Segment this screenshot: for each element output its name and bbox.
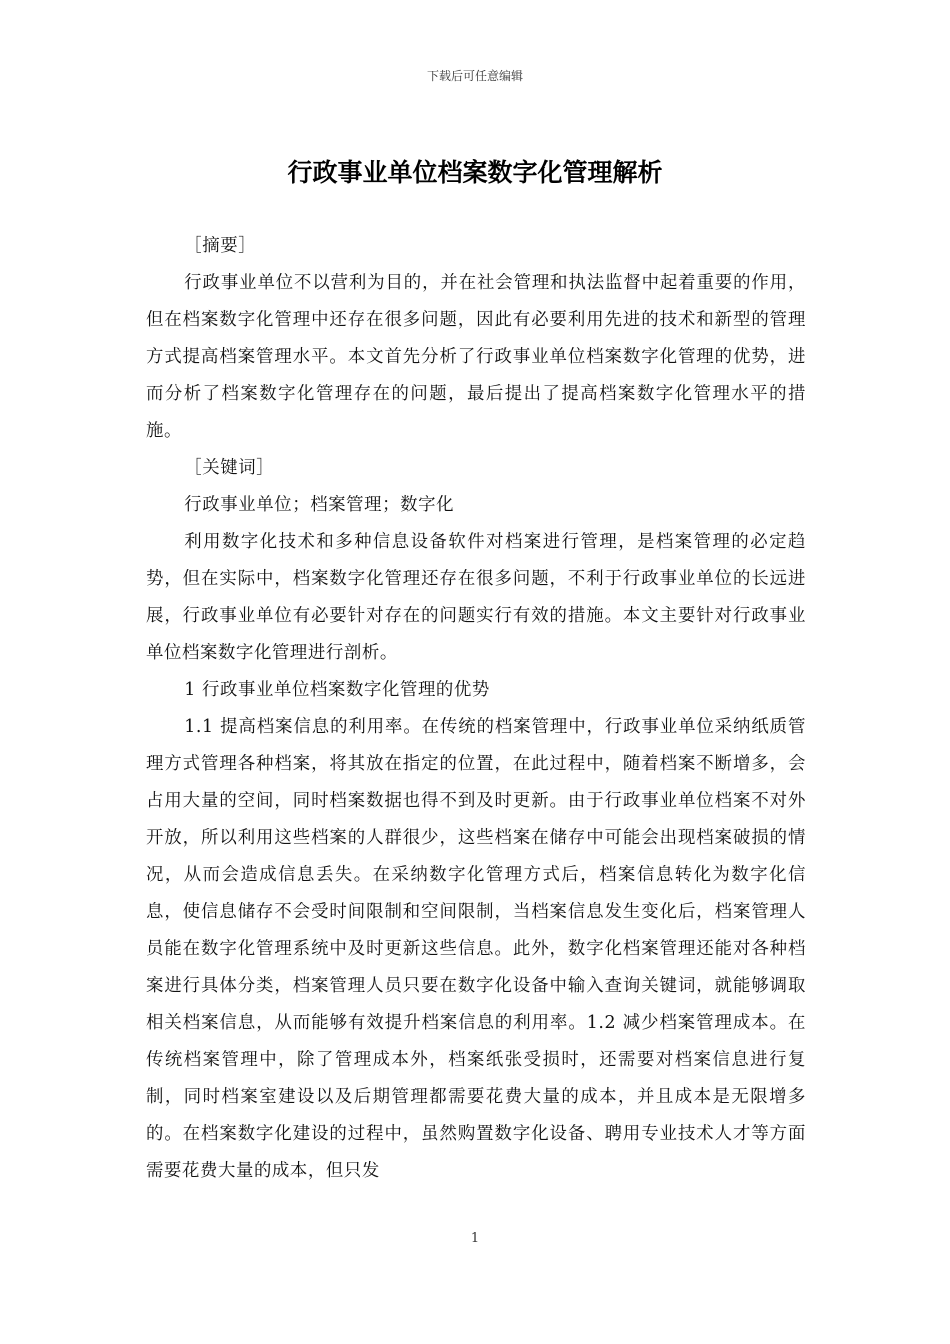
document-body — [146, 228, 806, 1190]
section-1-heading: 1 行政事业单位档案数字化管理的优势 — [184, 680, 490, 700]
header-note: 下载后可任意编辑 — [426, 69, 523, 83]
abstract-paragraph: 行政事业单位不以营利为目的，并在社会管理和执法监督中起着重要的作用，但在档案数字化管理中还存在很多问题，因此有必要利用先进的技术和新型的管理方式提高档案管理水平。本文首先分析了行政事业单位档案数字化管理的优势，进而分析了档案数字化管理存在的问题，最后提出了提高档案数字化管理水平的措施。 — [146, 273, 806, 441]
intro-paragraph: 利用数字化技术和多种信息设备软件对档案进行管理，是档案管理的必定趋势，但在实际中，档案数字化管理还存在很多问题，不利于行政事业单位的长远进展，行政事业单位有必要针对存在的问题实行有效的措施。本文主要针对行政事业单位档案数字化管理进行剖析。 — [146, 532, 806, 663]
page-number: 1 — [470, 1231, 480, 1246]
abstract-label: ［摘要］ — [184, 236, 257, 256]
document-title: 行政事业单位档案数字化管理解析 — [287, 158, 663, 187]
keywords-label: ［关键词］ — [184, 458, 275, 478]
keywords-paragraph: 行政事业单位；档案管理；数字化 — [184, 495, 455, 515]
section-1-paragraph: 1.1 提高档案信息的利用率。在传统的档案管理中，行政事业单位采纳纸质管理方式管理各种档案，将其放在指定的位置，在此过程中，随着档案不断增多，会占用大量的空间，同时档案数据也得不到及时更新。由于行政事业单位档案不对外开放，所以利用这些档案的人群很少，这些档案在储存中可能会出现档案破损的情况，从而会造成信息丢失。在采纳数字化管理方式后，档案信息转化为数字化信息，使信息储存不会受时间限制和空间限制，当档案信息发生变化后，档案管理人员能在数字化管理系统中及时更新这些信息。此外，数字化档案管理还能对各种档案进行具体分类，档案管理人员只要在数字化设备中输入查询关键词，就能够调取相关档案信息，从而能够有效提升档案信息的利用率。1.2 减少档案管理成本。在传统档案管理中，除了管理成本外，档案纸张受损时，还需要对档案信息进行复制，同时档案室建设以及后期管理都需要花费大量的成本，并且成本是无限增多的。在档案数字化建设的过程中，虽然购置数字化设备、聘用专业技术人才等方面需要花费大量的成本，但只发 — [146, 717, 806, 1181]
